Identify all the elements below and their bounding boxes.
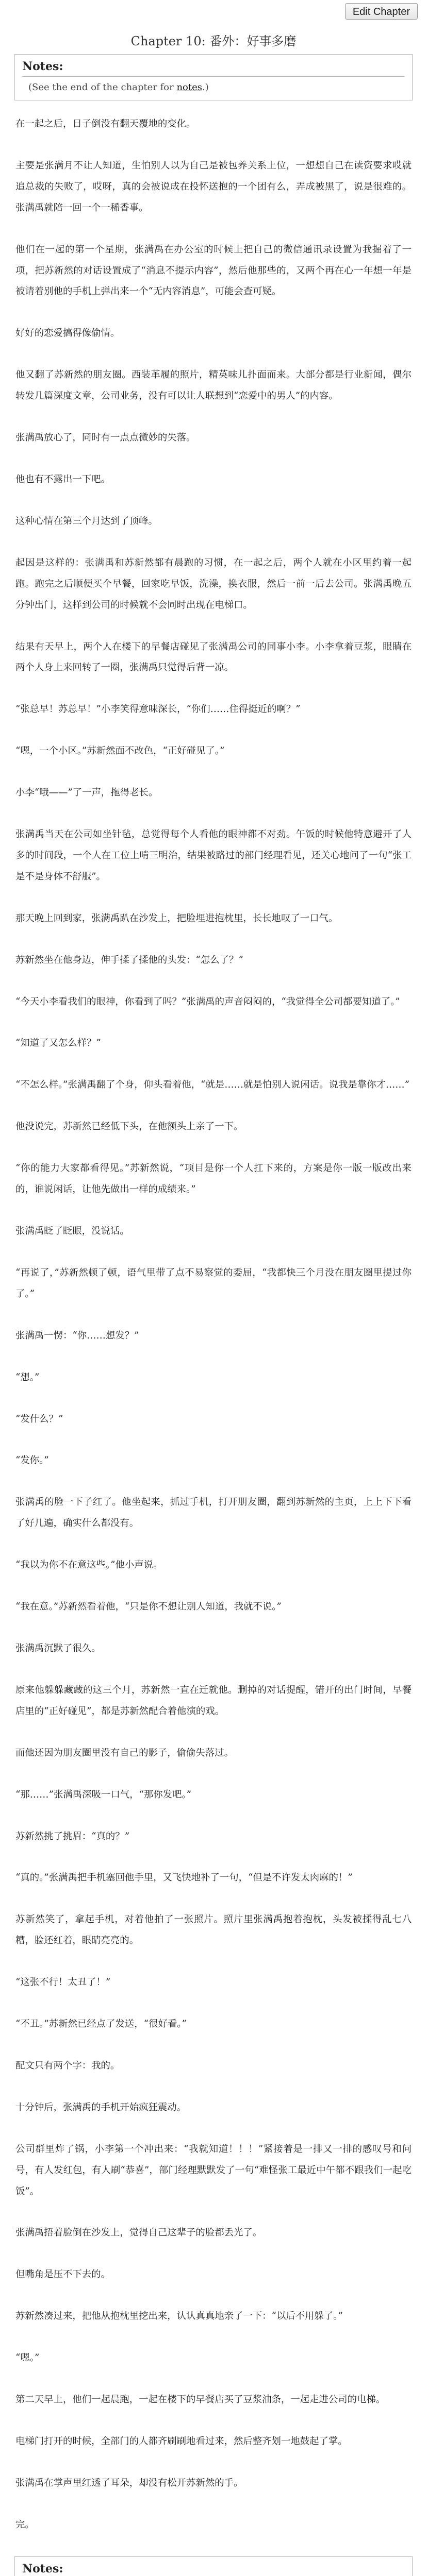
story-paragraph: 苏新然笑了，拿起手机，对着他拍了一张照片。照片里张满禹抱着抱枕，头发被揉得乱七八糟，脸还红着，眼睛亮亮的。 (15, 1914, 412, 1946)
notes-see-prefix: (See the end of the chapter for (28, 82, 177, 93)
story-paragraph: 这种心情在第三个月达到了顶峰。 (15, 515, 158, 527)
story-paragraph: 公司群里炸了锅，小李第一个冲出来：“我就知道！！！”紧接着是一排又一排的感叹号和问号，有人发红包，有人刷“恭喜”，部门经理默默发了一句“难怪张工最近中午都不跟我们一起吃饭”。 (15, 2143, 412, 2197)
story-paragraph: 起因是这样的：张满禹和苏新然都有晨跑的习惯，在一起之后，两个人就在小区里约着一起跑。跑完之后顺便买个早餐，回家吃早饭，洗澡，换衣服，然后一前一后去公司。张满禹晚五分钟出门，这样到公司的时候就不会同时出现在电梯口。 (15, 557, 412, 611)
story-paragraph: “你的能力大家都看得见。”苏新然说，“项目是你一个人扛下来的，方案是你一版一版改出来的，谁说闲话，让他先做出一样的成绩来。” (15, 1163, 412, 1195)
story-paragraph: 电梯门打开的时候，全部门的人都齐刷刷地看过来，然后整齐划一地鼓起了掌。 (15, 2436, 348, 2447)
story-paragraph: 张满禹的脸一下子红了。他坐起来，抓过手机，打开朋友圈，翻到苏新然的主页，上上下下看了好几遍，确实什么都没有。 (15, 1497, 412, 1529)
notes-link[interactable]: notes (176, 82, 203, 93)
notes-see-end (22, 82, 405, 93)
story-paragraph: 他也有不露出一下吧。 (15, 473, 110, 485)
story-paragraph: 那天晚上回到家，张满禹趴在沙发上，把脸埋进抱枕里，长长地叹了一口气。 (15, 912, 338, 924)
story-paragraph: 结果有天早上，两个人在楼下的早餐店碰见了张满禹公司的同事小李。小李拿着豆浆，眼睛在两个人身上来回转了一圈，张满禹只觉得后背一凉。 (15, 641, 412, 673)
chapter-body (12, 114, 415, 2536)
story-paragraph: “想。” (15, 1371, 40, 1383)
story-paragraph: “发什么？” (15, 1413, 63, 1425)
story-paragraph: 十分钟后，张满禹的手机开始疯狂震动。 (15, 2102, 187, 2113)
story-paragraph: 第二天早上，他们一起晨跑，一起在楼下的早餐店买了豆浆油条，一起走进公司的电梯。 (15, 2394, 386, 2405)
story-paragraph: 他又翻了苏新然的朋友圈。西装革履的照片，精英味儿扑面而来。大部分都是行业新闻，偶尔转发几篇深度文章，公司业务，没有可以让人联想到“恋爱中的男人”的内容。 (15, 369, 412, 402)
story-paragraph: 而他还因为朋友圈里没有自己的影子，偷偷失落过。 (15, 1747, 234, 1758)
story-paragraph: “嗯，一个小区。”苏新然面不改色，“正好碰见了。” (15, 745, 225, 757)
story-paragraph: 主要是张满月不让人知道，生怕别人以为自己是被包养关系上位，一想想自己在读资要求哎就追总裁的失败了，哎呀，真的会被说成在投怀送抱的一个团有么，弄成被黑了，说是很难的。张满禹就陪一回一个一稀香事。 (15, 160, 412, 213)
story-paragraph: 他们在一起的第一个星期，张满禹在办公室的时候上把自己的微信通讯录设置为我掘着了一项，把苏新然的对话设置成了“消息不提示内容”，然后他那些的，又两个再在心一年想一年是被请着别他的手机上弹出来一个“无内容消息”，可能会查可疑。 (15, 244, 412, 297)
edit-chapter-button[interactable]: Edit Chapter (345, 3, 418, 20)
story-paragraph: “今天小李看我们的眼神，你看到了吗？”张满禹的声音闷闷的，“我觉得全公司都要知道了。” (15, 996, 400, 1007)
story-paragraph: 苏新然坐在他身边，伸手揉了揉他的头发：“怎么了？” (15, 954, 243, 965)
story-paragraph: 张满禹眨了眨眼，没说话。 (15, 1226, 129, 1236)
story-paragraph: “发你。” (15, 1455, 49, 1466)
story-paragraph: 张满禹放心了，同时有一点点微妙的失落。 (15, 432, 196, 444)
story-paragraph: 原来他躲躲藏藏的这三个月，苏新然一直在迁就他。删掉的对话提醒，错开的出门时间，早餐店里的“正好碰见”，都是苏新然配合着他演的戏。 (15, 1684, 412, 1717)
chapter-title: Chapter 10: 番外：好事多磨 (130, 34, 297, 48)
story-paragraph: 小李“哦——”了一声，拖得老长。 (15, 787, 158, 799)
story-paragraph: “再说了，”苏新然顿了顿，语气里带了点不易察觉的委屈，“我都快三个月没在朋友圈里提过你了。” (15, 1267, 412, 1299)
story-paragraph: 张满禹捂着脸倒在沙发上，觉得自己这辈子的脸都丢光了。 (15, 2227, 262, 2239)
top-toolbar (0, 0, 427, 24)
story-paragraph: 配文只有两个字：我的。 (15, 2060, 120, 2071)
story-paragraph: 张满禹当天在公司如坐针毡，总觉得每个人看他的眼神都不对劲。午饭的时候他特意避开了人多的时间段，一个人在工位上啃三明治，结果被路过的部门经理看见，还关心地问了一句“张工是不是身体不舒服”。 (15, 829, 412, 882)
story-paragraph: 张满禹沉默了很久。 (15, 1642, 101, 1654)
story-paragraph: “这张不行！太丑了！” (15, 1977, 111, 1988)
story-paragraph: “嗯。” (15, 2352, 40, 2364)
story-paragraph: 但嘴角是压不下去的。 (15, 2269, 110, 2280)
end-notes-heading: Notes: (22, 2562, 63, 2575)
story-paragraph: 苏新然凑过来，把他从抱枕里挖出来，认认真真地亲了一下：“以后不用躲了。” (15, 2311, 343, 2322)
story-paragraph: 完。 (15, 2519, 35, 2530)
chapter-notes-end (14, 2556, 413, 2576)
story-paragraph: 张满禹在掌声里红透了耳朵，却没有松开苏新然的手。 (15, 2477, 243, 2488)
story-paragraph: “张总早！苏总早！”小李笑得意味深长，“你们……住得挺近的啊？” (15, 704, 301, 715)
chapter-notes-top (14, 54, 413, 100)
chapter-content (0, 31, 427, 2576)
story-paragraph: 张满禹一愣：“你……想发？” (15, 1330, 139, 1341)
story-paragraph: 在一起之后，日子倒没有翻天覆地的变化。 (15, 118, 196, 129)
story-paragraph: 好好的恋爱搞得像偷情。 (15, 328, 120, 339)
notes-heading: Notes: (22, 60, 63, 73)
story-paragraph: “不丑。”苏新然已经点了发送，“很好看。” (15, 2019, 187, 2030)
story-paragraph: “不怎么样。”张满禹翻了个身，仰头看着他，“就是……就是怕别人说闲话。说我是靠你才……” (15, 1079, 410, 1091)
story-paragraph: 他没说完，苏新然已经低下头，在他额头上亲了一下。 (15, 1121, 243, 1132)
story-paragraph: “那……”张满禹深吸一口气，“那你发吧。” (15, 1789, 192, 1800)
story-paragraph: “我以为你不在意这些。”他小声说。 (15, 1560, 163, 1571)
story-paragraph: 苏新然挑了挑眉：“真的？” (15, 1831, 130, 1842)
story-paragraph: “我在意。”苏新然看着他，“只是你不想让别人知道，我就不说。” (15, 1601, 282, 1613)
story-paragraph: “知道了又怎么样？” (15, 1038, 101, 1049)
notes-divider (22, 76, 405, 77)
story-paragraph: “真的。”张满禹把手机塞回他手里，又飞快地补了一句，“但是不许发太肉麻的！” (15, 1872, 353, 1884)
notes-see-suffix: .) (202, 82, 209, 93)
